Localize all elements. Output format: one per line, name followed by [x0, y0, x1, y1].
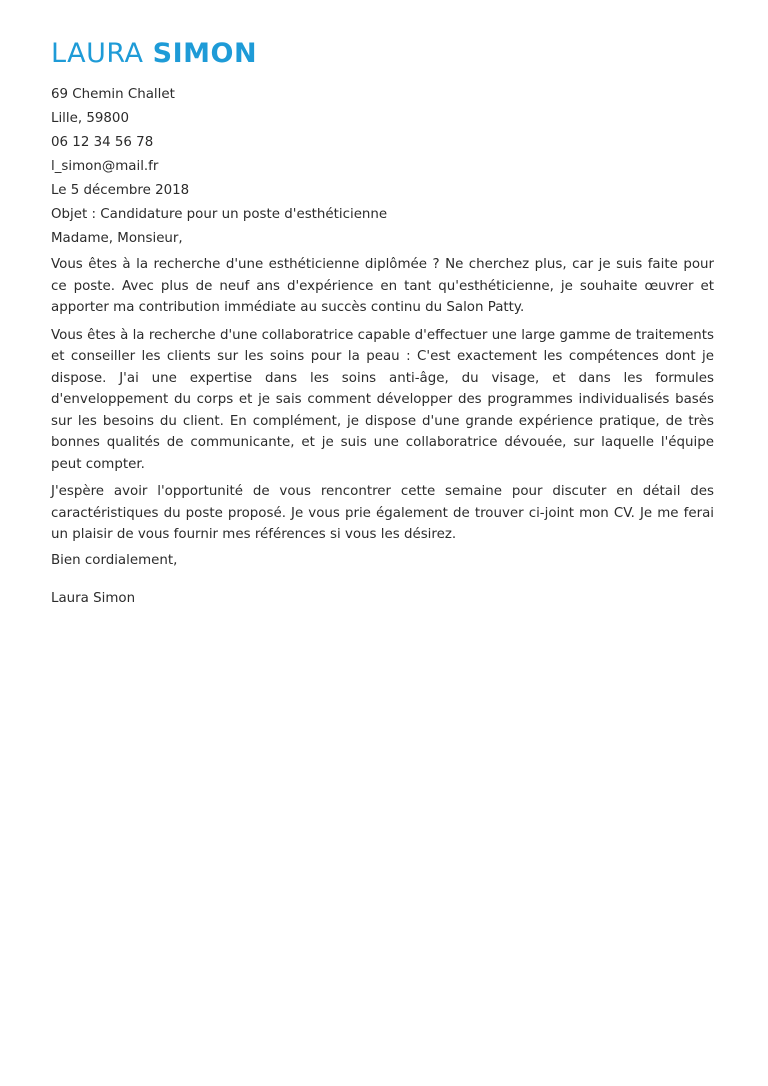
- signature: Laura Simon: [51, 590, 136, 606]
- body-paragraph-3: J'espère avoir l'opportunité de vous rencontrer cette semaine pour discuter en détail des caractéristiques du poste proposé. Je vous prie également de trouver ci-joint mon CV. Je me ferai un plaisir de vous fournir mes références si vous les désirez.: [51, 484, 714, 542]
- body-paragraph-1: Vous êtes à la recherche d'une esthéticienne diplômée ? Ne cherchez plus, car je suis faite pour ce poste. Avec plus de neuf ans d'expérience en tant qu'esthéticienne, je souhaite œuvrer et apporter ma contribution immédiate au succès continu du Salon Patty.: [51, 257, 714, 315]
- salutation: Madame, Monsieur,: [51, 231, 183, 246]
- phone-number: 06 12 34 56 78: [51, 135, 154, 150]
- letter-subject: Objet : Candidature pour un poste d'esthéticienne: [51, 207, 388, 222]
- first-name: LAURA: [51, 38, 144, 69]
- applicant-name-heading: [51, 36, 721, 72]
- body-paragraph-2: Vous êtes à la recherche d'une collaboratrice capable d'effectuer une large gamme de traitements et conseiller les clients sur les soins pour la peau : C'est exactement les compétences dont je dispose. J'ai une expertise dans les soins anti-âge, du visage, et dans les formules d'enveloppement du corps et je sais comment développer des programmes individualisés basés sur les besoins du client. En complément, je dispose d'une grande expérience pratique, de très bonnes qualités de communicante, et je suis une collaboratrice dévouée, sur laquelle l'équipe peut compter.: [51, 327, 714, 472]
- contact-block: [51, 86, 721, 176]
- email-address: l_simon@mail.fr: [51, 159, 159, 174]
- street-address: 69 Chemin Challet: [51, 87, 175, 102]
- last-name: SIMON: [152, 38, 258, 69]
- closing-line: Bien cordialement,: [51, 552, 178, 568]
- letter-date: Le 5 décembre 2018: [51, 183, 190, 198]
- city-postcode: Lille, 59800: [51, 111, 129, 126]
- cover-letter: [51, 36, 721, 614]
